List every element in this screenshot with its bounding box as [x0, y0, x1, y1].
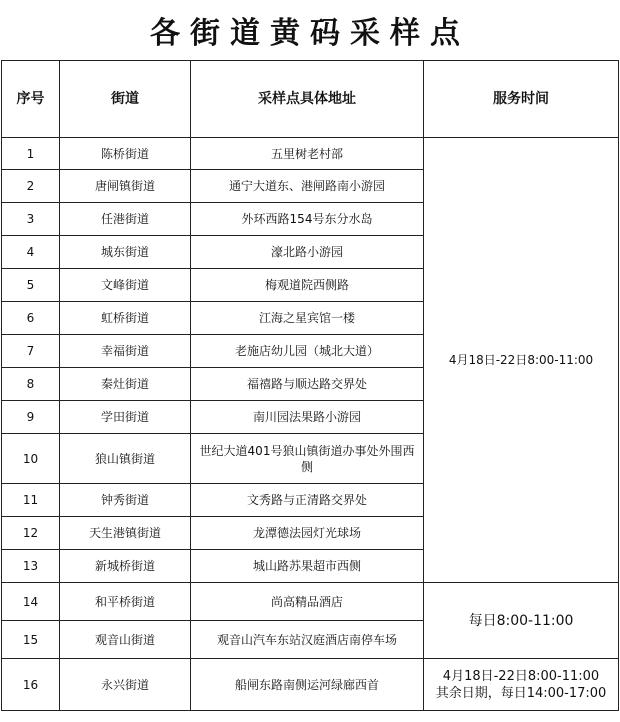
- cell-street: 观音山街道: [60, 621, 191, 659]
- cell-street: 陈桥街道: [60, 138, 191, 170]
- time-group3-line2: 其余日期，每日14:00-17:00: [435, 685, 607, 701]
- cell-street: 学田街道: [60, 401, 191, 434]
- header-street: 街道: [60, 61, 191, 138]
- header-row: [2, 61, 619, 138]
- cell-address: 江海之星宾馆一楼: [191, 302, 424, 335]
- cell-street: 文峰街道: [60, 269, 191, 302]
- page-title: 各街道黄码采样点: [150, 16, 470, 51]
- cell-seq: 9: [2, 401, 60, 434]
- cell-seq: 4: [2, 236, 60, 269]
- cell-address: 梅观道院西侧路: [191, 269, 424, 302]
- table-row: [2, 583, 619, 621]
- cell-seq: 15: [2, 621, 60, 659]
- cell-street: 钟秀街道: [60, 484, 191, 517]
- cell-seq: 8: [2, 368, 60, 401]
- cell-seq: 16: [2, 659, 60, 711]
- cell-seq: 14: [2, 583, 60, 621]
- header-seq: 序号: [2, 61, 60, 138]
- cell-street: 和平桥街道: [60, 583, 191, 621]
- cell-seq: 5: [2, 269, 60, 302]
- cell-street: 虹桥街道: [60, 302, 191, 335]
- cell-address: 船闸东路南侧运河绿廊西首: [191, 659, 424, 711]
- cell-address: 城山路苏果超市西侧: [191, 550, 424, 583]
- cell-time-group1: 4月18日-22日8:00-11:00: [424, 138, 619, 583]
- cell-seq: 1: [2, 138, 60, 170]
- cell-street: 幸福街道: [60, 335, 191, 368]
- cell-address: 外环西路154号东分水岛: [191, 203, 424, 236]
- cell-street: 新城桥街道: [60, 550, 191, 583]
- cell-seq: 3: [2, 203, 60, 236]
- cell-address: 文秀路与正清路交界处: [191, 484, 424, 517]
- cell-address: 尚高精品酒店: [191, 583, 424, 621]
- sampling-sites-table: [1, 60, 619, 711]
- table-row: [2, 138, 619, 170]
- cell-address: 五里树老村部: [191, 138, 424, 170]
- cell-seq: 10: [2, 434, 60, 484]
- cell-address: 老施店幼儿园（城北大道）: [191, 335, 424, 368]
- cell-seq: 7: [2, 335, 60, 368]
- cell-street: 城东街道: [60, 236, 191, 269]
- cell-street: 任港街道: [60, 203, 191, 236]
- header-address: 采样点具体地址: [191, 61, 424, 138]
- cell-address: 世纪大道401号狼山镇街道办事处外围西侧: [191, 434, 424, 484]
- cell-seq: 6: [2, 302, 60, 335]
- cell-seq: 11: [2, 484, 60, 517]
- cell-seq: 13: [2, 550, 60, 583]
- cell-street: 秦灶街道: [60, 368, 191, 401]
- cell-address: 通宁大道东、港闸路南小游园: [191, 170, 424, 203]
- cell-address: 南川园法果路小游园: [191, 401, 424, 434]
- cell-address: 濠北路小游园: [191, 236, 424, 269]
- cell-time-group2: 每日8:00-11:00: [424, 583, 619, 659]
- cell-street: 永兴街道: [60, 659, 191, 711]
- header-time: 服务时间: [424, 61, 619, 138]
- cell-time-group3: [424, 659, 619, 711]
- cell-seq: 2: [2, 170, 60, 203]
- cell-address: 福禧路与顺达路交界处: [191, 368, 424, 401]
- cell-address: 观音山汽车东站汉庭酒店南停车场: [191, 621, 424, 659]
- time-group3-line1: 4月18日-22日8:00-11:00: [442, 668, 600, 684]
- cell-street: 天生港镇街道: [60, 517, 191, 550]
- cell-street: 唐闸镇街道: [60, 170, 191, 203]
- table-row: [2, 659, 619, 711]
- cell-address: 龙潭德法园灯光球场: [191, 517, 424, 550]
- cell-street: 狼山镇街道: [60, 434, 191, 484]
- cell-seq: 12: [2, 517, 60, 550]
